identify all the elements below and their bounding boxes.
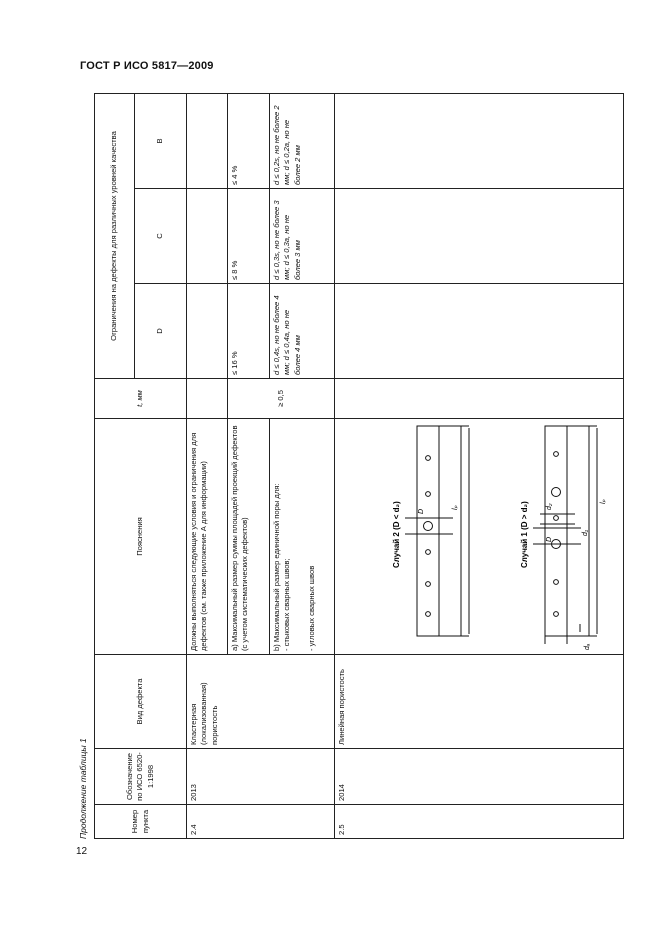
row-number: 2.5 xyxy=(335,805,624,839)
col-level-b: B xyxy=(135,93,187,188)
row-number: 2.4 xyxy=(187,805,335,839)
row-sub-a-level-d: ≤ 16 % xyxy=(228,284,270,379)
row-sub-b xyxy=(270,419,335,655)
col-designation: Обозначение по ИСО 6520-1:1998 xyxy=(95,749,187,805)
col-defect-type: Вид дефекта xyxy=(95,655,187,749)
linear-porosity-diagram xyxy=(335,420,620,654)
row-sub-a-text: а) Максимальный размер суммы площадей проекций дефектов (с учетом систематических дефектов) xyxy=(228,419,270,655)
row-sub-b-text: b) Максимальный размер единичной поры для: xyxy=(272,483,281,651)
case2-label: Случай 2 (D < d₂) xyxy=(392,501,401,568)
row-sub-a-level-b: ≤ 4 % xyxy=(228,93,270,188)
diameter-d-label: D xyxy=(546,536,553,542)
row-sub-b-item1: - стыковых сварных швов; xyxy=(282,558,292,651)
table-caption: Продолжение таблицы 1 xyxy=(78,738,88,839)
row-designation: 2014 xyxy=(335,749,624,805)
row-thickness: ≥ 0,5 xyxy=(228,379,335,419)
case1-label: Случай 1 (D > d₂) xyxy=(520,501,529,568)
col-explanation: Пояснения xyxy=(95,419,187,655)
case2-d-label: D xyxy=(418,508,425,514)
row-sub-a-level-c: ≤ 8 % xyxy=(228,189,270,284)
row-designation: 2013 xyxy=(187,749,335,805)
row-sub-b-item2: - угловых сварных швов xyxy=(306,565,316,651)
row-general-text: Должны выполняться следующие условия и ограничения для дефектов (см. также приложение А для информации) xyxy=(187,419,228,655)
col-level-d: D xyxy=(135,284,187,379)
document-header: ГОСТ Р ИСО 5817—2009 xyxy=(80,60,214,72)
row-sub-b-level-d: d ≤ 0,4s, но не более 4 мм; d ≤ 0,4a, но не более 4 мм xyxy=(270,284,335,379)
defects-table xyxy=(94,93,624,839)
col-limits-group: Ограничения на дефекты для различных уровней качества xyxy=(95,93,135,378)
row-sub-b-level-b: d ≤ 0,2s, но не более 2 мм; d ≤ 0,2a, но не более 2 мм xyxy=(270,93,335,188)
col-number: Номер пункта xyxy=(95,805,187,839)
da-label: dₐ xyxy=(584,643,591,650)
row-defect-type: Кластерная (локализованная) пористость xyxy=(187,655,335,749)
col-level-c: C xyxy=(135,189,187,284)
case2-lp-label: lₚ xyxy=(452,505,459,510)
lp-label: lₚ xyxy=(600,499,607,504)
page-number: 12 xyxy=(76,846,88,857)
col-thickness: t, мм xyxy=(95,379,187,419)
d1-label: d₁ xyxy=(582,529,589,536)
rotated-table-page xyxy=(78,94,634,839)
row-sub-b-level-c: d ≤ 0,3s, но не более 3 мм; d ≤ 0,3a, но не более 3 мм xyxy=(270,189,335,284)
linear-porosity-figure-cell xyxy=(335,419,624,655)
row-defect-type: Линейная пористость xyxy=(335,655,624,749)
d2-label: d₂ xyxy=(546,503,553,510)
